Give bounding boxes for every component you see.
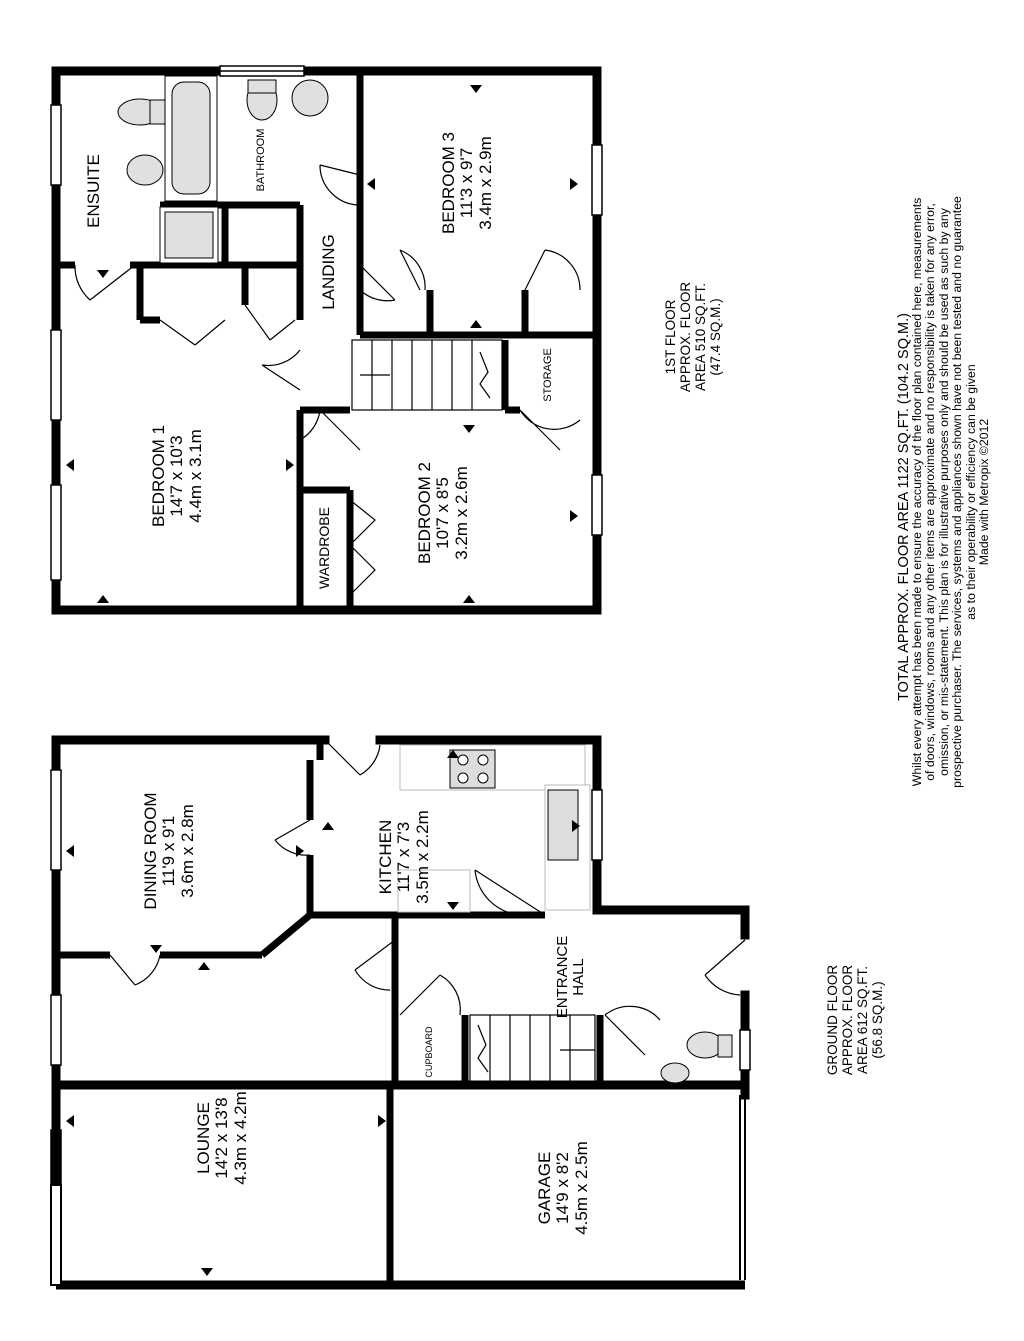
entrance-hall-line2: HALL <box>570 958 588 996</box>
bedroom1-name: BEDROOM 1 <box>149 424 168 528</box>
bathroom-name: BATHROOM <box>255 128 267 192</box>
bedroom1-imperial: 14'7 x 10'3 <box>167 435 187 517</box>
ground-floor-right-windows <box>592 790 750 1070</box>
first-floor-area-line2: APPROX. FLOOR <box>678 281 694 393</box>
first-floor-left-windows <box>51 105 61 580</box>
bedroom1-metric: 4.4m x 3.1m <box>185 429 205 523</box>
disclaimer-line-2: of doors, windows, rooms and any other items are approximate and no responsibility is taken for any error, <box>923 203 938 781</box>
kitchen-name: KITCHEN <box>376 819 395 895</box>
ground-floor-bottom-walls <box>56 1085 745 1285</box>
kitchen-label <box>377 787 443 927</box>
bedroom3-name: BEDROOM 3 <box>439 131 458 235</box>
bathroom-top-window <box>220 66 304 76</box>
bedroom3-metric: 3.4m x 2.9m <box>475 136 495 230</box>
ground-floor-wc <box>661 1032 732 1083</box>
disclaimer-line-4: prospective purchaser. The services, systems and appliances shown have not been tested and no guarantee <box>950 196 965 788</box>
disclaimer-line-6: Made with Metropix ©2012 <box>976 418 991 566</box>
garage-label <box>536 1103 602 1273</box>
lounge-metric: 4.3m x 4.2m <box>230 1091 250 1185</box>
first-floor-area-line3: AREA 510 SQ.FT. <box>693 282 709 392</box>
bedroom2-imperial: 10'7 x 8'5 <box>433 477 453 549</box>
ensuite-label <box>85 146 105 236</box>
storage-label <box>543 340 557 410</box>
total-floor-area: TOTAL APPROX. FLOOR AREA 1122 SQ.FT. (104.2 SQ.M.) <box>896 313 912 701</box>
ground-floor-area-line1: GROUND FLOOR <box>825 964 840 1076</box>
lounge-label <box>195 1053 261 1223</box>
first-floor-area-line4: (47.4 SQ.M.) <box>708 298 724 376</box>
storage-name: STORAGE <box>542 348 554 402</box>
entrance-hall-label <box>555 927 599 1027</box>
ground-floor-interior-walls <box>56 740 600 1285</box>
ground-floor-area-line3: AREA 612 SQ.FT. <box>855 965 871 1075</box>
cupboard-name: CUPBOARD <box>424 1026 434 1078</box>
disclaimer-line-1: Whilst every attempt has been made to ensure the accuracy of the floor plan contained here, measurements <box>910 197 924 787</box>
garage-imperial: 14'9 x 8'2 <box>553 1152 573 1224</box>
dining-room-name: DINING ROOM <box>141 792 160 910</box>
disclaimer-line-5: as to their operability or efficiency can be given <box>963 364 978 620</box>
first-floor-area-line1: 1ST FLOOR <box>663 299 678 375</box>
bathroom-fixtures <box>165 76 328 201</box>
bedroom2-name: BEDROOM 2 <box>415 461 434 565</box>
bathroom-label <box>256 120 270 200</box>
disclaimer-line-3: omission, or mis-statement. This plan is for illustrative purposes only and should be used as such by any <box>936 208 951 776</box>
bedroom3-imperial: 11'3 x 9'7 <box>457 147 477 219</box>
ground-floor-area-line4: (56.8 SQ.M.) <box>870 981 886 1059</box>
dining-room-label <box>142 766 208 936</box>
lounge-name: LOUNGE <box>194 1102 213 1174</box>
lounge-patio-door <box>51 1185 61 1285</box>
wardrobe-name: WARDROBE <box>316 507 332 589</box>
kitchen-metric: 3.5m x 2.2m <box>412 810 432 904</box>
ground-floor-area-line2: APPROX. FLOOR <box>840 964 856 1076</box>
disclaimer-block <box>911 182 993 802</box>
entrance-hall-line1: ENTRANCE <box>554 935 571 1019</box>
landing-name: LANDING <box>319 234 338 310</box>
dining-room-imperial: 11'9 x 9'1 <box>159 815 179 887</box>
ground-floor-area-caption <box>825 945 889 1095</box>
bedroom1-label <box>150 391 216 561</box>
first-floor-area-caption <box>663 262 727 412</box>
bedroom2-metric: 3.2m x 2.6m <box>451 466 471 560</box>
kitchen-imperial: 11'7 x 7'3 <box>394 821 414 893</box>
garage-door <box>740 1095 745 1280</box>
bedroom2-label <box>416 428 482 598</box>
garage-metric: 4.5m x 2.5m <box>571 1141 591 1235</box>
wardrobe-label <box>317 503 333 593</box>
ensuite-name: ENSUITE <box>84 154 103 228</box>
first-floor-stairs <box>352 340 502 410</box>
lounge-imperial: 14'2 x 13'8 <box>212 1097 232 1179</box>
garage-name: GARAGE <box>535 1151 554 1225</box>
bedroom3-label <box>440 98 506 268</box>
landing-label <box>320 227 340 317</box>
cupboard-label <box>425 1019 437 1085</box>
dining-room-metric: 3.6m x 2.8m <box>177 804 197 898</box>
